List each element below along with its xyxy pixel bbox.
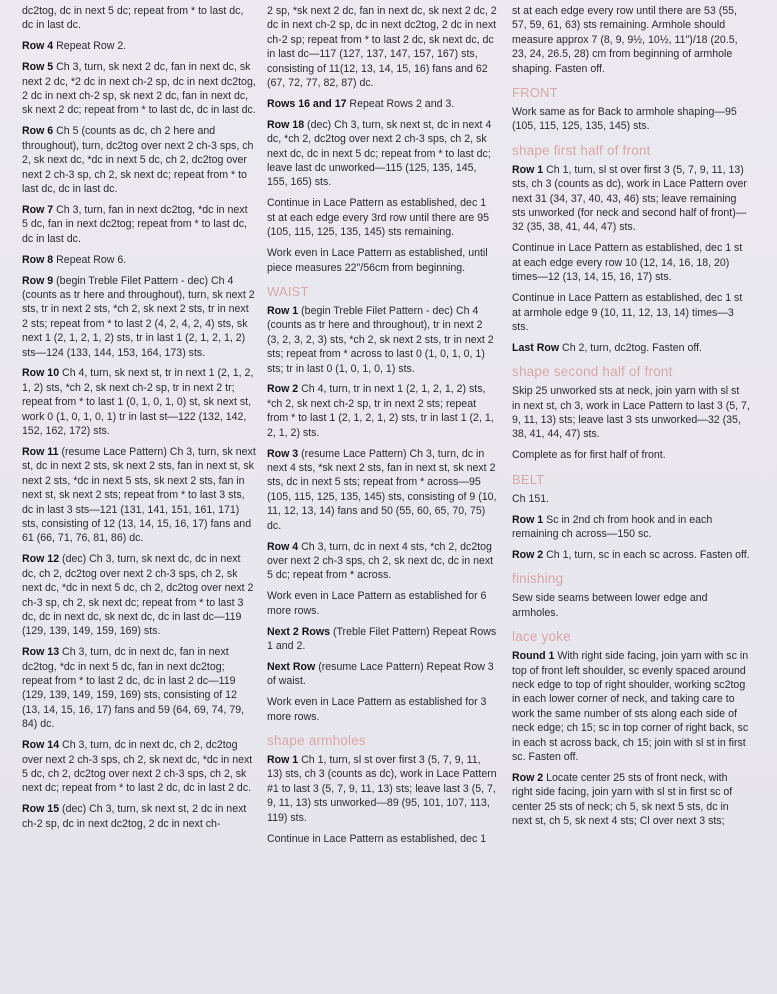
row-label: Round 1: [512, 650, 555, 663]
instruction-text: Ch 1, turn, sc in each sc across. Fasten off.: [543, 548, 750, 561]
instruction-text: (resume Lace Pattern) Ch 3, turn, sk next st, dc in next 2 sts, sk next 2 sts, fan in next st, sk next 2 sts, *dc in next 5 sts, sk next 2 sts, fan in next st, sk next 2 sts; repeat from * to last 3 sts, dc in last 3 sts—121 (131, 141, 151, 161, 171) sts, consisting of 12 (13, 14, 15, 16, 17) fans and 61 (66, 71, 76, 81, 86) dc.: [22, 445, 256, 545]
instruction-text: Ch 151.: [512, 492, 550, 505]
instruction-paragraph: [267, 660, 497, 689]
instruction-paragraph: [267, 97, 497, 111]
instruction-text: Ch 2, turn, dc2tog. Fasten off.: [559, 341, 702, 354]
instruction-text: Repeat Row 2.: [53, 40, 127, 53]
instruction-paragraph: [267, 4, 497, 90]
row-label: Row 4: [267, 540, 299, 553]
instruction-paragraph: [512, 649, 750, 764]
section-heading: WAIST: [267, 283, 309, 299]
instruction-text: Sew side seams between lower edge and armholes.: [512, 592, 708, 619]
instruction-paragraph: [22, 445, 256, 546]
section-heading: shape armholes: [267, 732, 366, 748]
instruction-paragraph: [22, 4, 256, 33]
column-2: [267, 4, 497, 852]
instruction-paragraph: [267, 447, 497, 533]
instruction-text: Ch 3, turn, dc in next 4 sts, *ch 2, dc2tog over next 2 ch-3 sps, ch 2, sk next dc, dc in next 5 dc; repeat from * across.: [267, 540, 494, 582]
row-label: Next 2 Rows: [267, 625, 330, 638]
instruction-text: Work even in Lace Pattern as established for 3 more rows.: [267, 696, 487, 723]
instruction-text: Continue in Lace Pattern as established, dec 1 st at each edge every row 10 (12, 14, 16, 18, 20) times—12 (13, 14, 15, 16, 17) sts.: [512, 242, 743, 284]
row-label: Row 1: [267, 753, 299, 766]
instruction-text: (begin Treble Filet Pattern - dec) Ch 4 (counts as tr here and throughout), turn, sk next 2 sts, tr in next 2 sts, *ch 2, sk next 2 sts, tr in next 2 sts; repeat from * to last 2 (4, 2, 4, 2, 4) sts, sk next 1 (2, 1, 2, 1, 2) sts, tr in last 1 (2, 1, 2, 1, 2) sts—124 (133, 144, 153, 164, 173) sts.: [22, 274, 255, 359]
instruction-paragraph: [22, 60, 256, 118]
row-label: Row 10: [22, 367, 60, 380]
instruction-paragraph: [22, 366, 256, 438]
row-label: Row 14: [22, 739, 60, 752]
instruction-text: Work same as for Back to armhole shaping—95 (105, 115, 125, 135, 145) sts.: [512, 106, 737, 133]
instruction-paragraph: [512, 591, 750, 620]
section-heading: BELT: [512, 471, 545, 487]
instruction-text: (begin Treble Filet Pattern - dec) Ch 4 (counts as tr here and throughout), tr in next 2 (3, 2, 3, 2, 3) sts, *ch 2, sk next 2 sts, tr in next 2 sts; repeat from * across to last 0 (1, 0, 1, 0, 1) sts; tr in last 0 (1, 0, 1, 0, 1) sts.: [267, 304, 494, 375]
instruction-paragraph: [22, 253, 256, 267]
instruction-text: Ch 5 (counts as dc, ch 2 here and throughout), turn, dc2tog over next 2 ch-3 sps, ch 2, sk next dc, *dc in next 5 dc, ch 2, dc2tog over next 2 ch-3 sp, ch 2, sk next dc; repeat from * to last dc, dc in last dc.: [22, 125, 254, 195]
instruction-text: (dec) Ch 3, turn, sk next st, dc in next 4 dc, *ch 2, dc2tog over next 2 ch-3 sps, ch 2, sk next dc, dc in next 5 dc; repeat from * to last dc; leave last dc unworked—115 (125, 135, 145, 155, 165) sts.: [267, 118, 492, 189]
instruction-paragraph: [512, 105, 750, 134]
row-label: Row 2: [512, 548, 544, 561]
section-heading: finishing: [512, 571, 564, 587]
row-label: Row 13: [22, 646, 60, 659]
instruction-text: Ch 4, turn, tr in next 1 (2, 1, 2, 1, 2) sts, *ch 2, sk next ch-2 sp, tr in next 2 sts; repeat from * to last 1 (2, 1, 2, 1, 2) sts, tr in last 1 (2, 1, 2, 1, 2) sts.: [267, 383, 494, 439]
row-label: Row 7: [22, 203, 54, 216]
row-label: Row 5: [22, 61, 54, 74]
instruction-text: Locate center 25 sts of front neck, with right side facing, join yarn with sl st in first sc of center 25 sts of neck; ch 5, sk next 5 sts, dc in next st, ch 5, sk next 4 sts; Cl over next 3 sts;: [512, 771, 733, 828]
instruction-paragraph: [267, 304, 497, 376]
row-label: Row 12: [22, 553, 60, 566]
instruction-text: 2 sp, *sk next 2 dc, fan in next dc, sk next 2 dc, 2 dc in next ch-2 sp, dc in next dc2tog, 2 dc in next ch-2 sp; repeat from * to last 2 dc, sk next dc, dc in last dc—117 (127, 137, 147, 157, 167) sts, consisting of 11(12, 13, 14, 15, 16) fans and 62 (67, 72, 77, 82, 87) dc.: [267, 5, 497, 90]
row-label: Row 2: [267, 383, 299, 396]
instruction-text: Ch 1, turn, sl st over first 3 (5, 7, 9, 11, 13) sts, ch 3 (counts as dc), work in Lace Pattern #1 to last 3 (5, 7, 9, 11, 13) sts; leave last 3 (5, 7, 9, 11, 13) sts unworked—89 (95, 101, 107, 113, 119) sts.: [267, 753, 497, 824]
instruction-text: Continue in Lace Pattern as established, dec 1 st at each edge every 3rd row until there are 95 (105, 115, 125, 135, 145) sts remaining.: [267, 197, 490, 239]
instruction-text: Ch 3, turn, dc in next dc, fan in next dc2tog, *dc in next 5 dc, fan in next dc2tog; repeat from * to last 2 dc, dc in last 2 dc—119 (129, 139, 149, 159, 169) sts, consisting of 12 (13, 14, 15, 16, 17) fans and 59 (64, 69, 74, 79, 84) dc.: [22, 646, 245, 731]
instruction-paragraph: [267, 695, 497, 724]
instruction-paragraph: [512, 384, 750, 442]
row-label: Row 11: [22, 445, 59, 458]
instruction-text: Sc in 2nd ch from hook and in each remaining ch across—150 sc.: [512, 513, 713, 541]
instruction-paragraph: [267, 753, 497, 825]
instruction-paragraph: [267, 196, 497, 239]
instruction-paragraph: [22, 39, 256, 53]
instruction-paragraph: [267, 625, 497, 654]
row-label: Row 9: [22, 274, 54, 287]
instruction-text: (dec) Ch 3, turn, sk next st, 2 dc in next ch-2 sp, dc in next dc2tog, 2 dc in next ch-: [22, 803, 247, 830]
section-heading: shape first half of front: [512, 142, 651, 158]
row-label: Last Row: [512, 341, 560, 354]
row-label: Next Row: [267, 660, 316, 673]
instruction-text: Ch 3, turn, fan in next dc2tog, *dc in next 5 dc, fan in next dc2tog; repeat from * to last dc, dc in last dc.: [22, 203, 248, 245]
instruction-paragraph: [512, 771, 750, 829]
instruction-paragraph: [267, 118, 497, 190]
instruction-paragraph: [22, 203, 256, 246]
row-label: Row 1: [512, 163, 544, 176]
instruction-text: dc2tog, dc in next 5 dc; repeat from * to last dc, dc in last dc.: [22, 5, 244, 32]
instruction-paragraph: [512, 341, 750, 355]
row-label: Row 15: [22, 803, 60, 816]
section-heading: shape second half of front: [512, 364, 673, 380]
instruction-text: (resume Lace Pattern) Repeat Row 3 of waist.: [267, 660, 494, 688]
instruction-paragraph: [512, 291, 750, 334]
instruction-paragraph: [512, 4, 750, 76]
instruction-text: Continue in Lace Pattern as established, dec 1: [267, 832, 487, 845]
row-label: Row 4: [22, 40, 54, 53]
section-heading: lace yoke: [512, 629, 571, 645]
instruction-text: Complete as for first half of front.: [512, 449, 666, 462]
instruction-text: Ch 3, turn, dc in next dc, ch 2, dc2tog over next 2 ch-3 sps, ch 2, sk next dc, *dc in next 5 dc, ch 2, dc2tog over next 2 ch-3 sps, ch 2, sk next dc; repeat from * to last 2 dc, dc in last 2 dc.: [22, 739, 253, 795]
instruction-paragraph: [267, 246, 497, 275]
row-label: Row 8: [22, 253, 54, 266]
instruction-paragraph: [267, 382, 497, 440]
instruction-text: (dec) Ch 3, turn, sk next dc, dc in next dc, ch 2, dc2tog over next 2 ch-3 sps, ch 2, sk next dc, *dc in next 5 dc, ch 2, dc2tog over next 2 ch-3 sp, ch 2, sk next dc; repeat from * to last 3 dc, dc in next dc, sk next dc, dc in last dc—119 (129, 139, 149, 159, 169) sts.: [22, 553, 254, 638]
instruction-paragraph: [512, 448, 750, 462]
instruction-paragraph: [22, 124, 256, 196]
instruction-text: (resume Lace Pattern) Ch 3, turn, dc in next 4 sts, *sk next 2 sts, fan in next st, sk next 2 sts, dc in next 5 sts; repeat from * across—95 (105, 115, 125, 135, 145) sts, consisting of 9 (10, 11, 12, 13, 14) fans and 50 (55, 60, 65, 70, 75) dc.: [267, 447, 497, 532]
section-heading: FRONT: [512, 85, 558, 101]
instruction-text: Continue in Lace Pattern as established, dec 1 st at armhole edge 9 (10, 11, 12, 13, 14) times—3 sts.: [512, 292, 743, 333]
instruction-text: Work even in Lace Pattern as established, until piece measures 22"/56cm from beginning.: [267, 247, 488, 274]
instruction-paragraph: [267, 540, 497, 583]
row-label: Row 1: [512, 513, 544, 526]
instruction-paragraph: [22, 738, 256, 796]
instruction-text: Skip 25 unworked sts at neck, join yarn with sl st in next st, ch 3, work in Lace Pattern to last 3 (5, 7, 9, 11, 13) sts; leave last 3 sts unworked—32 (35, 38, 41, 44, 47) sts.: [512, 385, 750, 441]
instruction-text: Work even in Lace Pattern as established for 6 more rows.: [267, 590, 487, 617]
column-1: [22, 4, 256, 838]
instruction-paragraph: [22, 552, 256, 638]
instruction-paragraph: [512, 241, 750, 284]
instruction-paragraph: [267, 832, 497, 846]
instruction-text: Repeat Rows 2 and 3.: [346, 97, 455, 110]
row-label: Row 2: [512, 771, 544, 784]
instruction-paragraph: [512, 548, 750, 562]
instruction-text: Repeat Row 6.: [53, 253, 127, 266]
row-label: Row 18: [267, 118, 305, 131]
instruction-paragraph: [512, 513, 750, 542]
row-label: Rows 16 and 17: [267, 97, 347, 110]
instruction-text: st at each edge every row until there are 53 (55, 57, 59, 61, 63) sts remaining. Armhole should measure approx 7 (8, 9, 9½, 10½, 11")/18 (20.5, 23, 24, 26.5, 28) cm from beginning of armhole shaping. Fasten off.: [512, 5, 738, 75]
instruction-text: Ch 1, turn, sl st over first 3 (5, 7, 9, 11, 13) sts, ch 3 (counts as dc), work in Lace Pattern over next 31 (34, 37, 40, 43, 46) sts; leave remaining sts unworked (for neck and second half of front)—32 (35, 38, 41, 44, 47) sts.: [512, 163, 747, 234]
instruction-text: With right side facing, join yarn with sc in top of front left shoulder, sc evenly spaced around neck edge to top of right shoulder, working sc2tog in each lower corner of neck, and taking care to work the same number of sts along each side of neck edge; ch 15; sc in top corner of right back, sc in each st across back, ch 15; join with sl st in first sc. Fasten off.: [512, 650, 749, 764]
instruction-text: Ch 3, turn, sk next 2 dc, fan in next dc, sk next 2 dc, *2 dc in next ch-2 sp, dc in next dc2tog, 2 dc in next ch-2 sp, sk next 2 dc, fan in next dc, sk next 2 dc; repeat from * to last dc, dc in last dc.: [22, 61, 256, 117]
instruction-paragraph: [267, 589, 497, 618]
instruction-paragraph: [512, 163, 750, 235]
row-label: Row 6: [22, 125, 54, 138]
instruction-paragraph: [22, 645, 256, 731]
instruction-paragraph: [512, 492, 750, 506]
instruction-paragraph: [22, 274, 256, 360]
column-3: [512, 4, 750, 835]
instruction-paragraph: [22, 802, 256, 831]
instruction-text: (Treble Filet Pattern) Repeat Rows 1 and 2.: [267, 625, 497, 652]
row-label: Row 3: [267, 447, 299, 460]
instruction-text: Ch 4, turn, sk next st, tr in next 1 (2, 1, 2, 1, 2) sts, *ch 2, sk next ch-2 sp, tr in next 2 tr; repeat from * to last 1 (0, 1, 0, 1, 0) st, sk next st, work 0 (1, 0, 1, 0, 1) tr in last st—122 (132, 142, 152, 162, 172) sts.: [22, 367, 254, 438]
row-label: Row 1: [267, 304, 299, 317]
